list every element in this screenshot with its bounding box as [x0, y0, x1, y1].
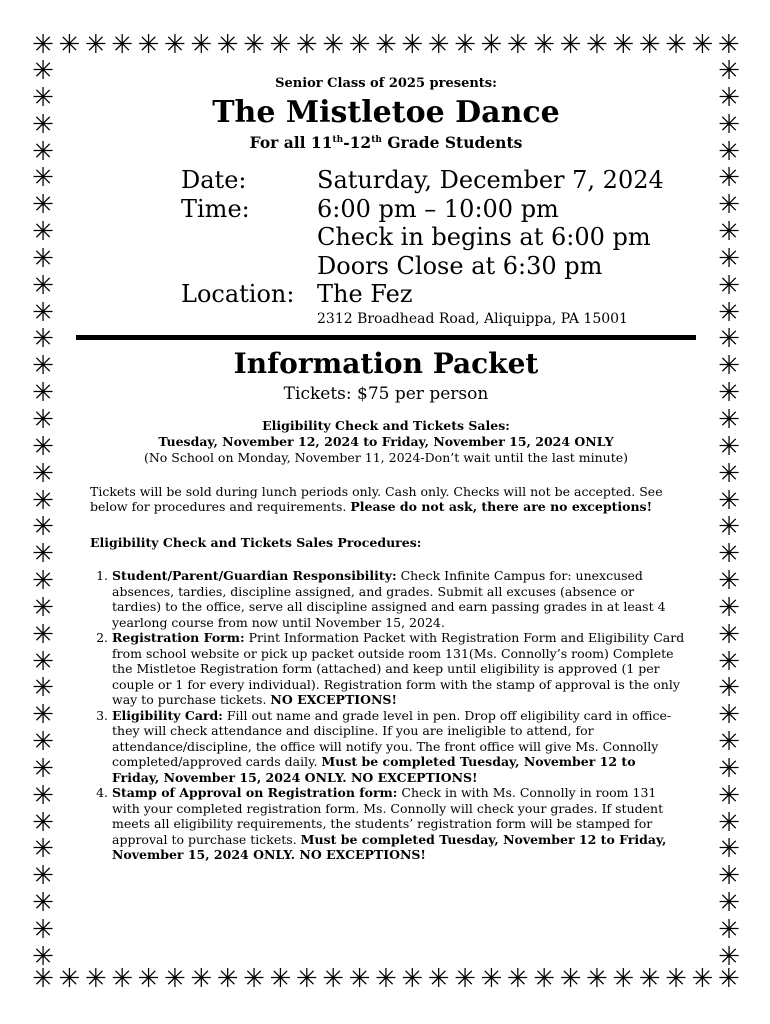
border-star-icon: ✳ — [32, 941, 54, 972]
procedures-heading: Eligibility Check and Tickets Sales Procedures: — [90, 534, 422, 550]
border-star-icon: ✳ — [718, 485, 740, 516]
border-star-icon: ✳ — [32, 270, 54, 301]
border-star-icon: ✳ — [665, 30, 687, 60]
border-star-icon: ✳ — [718, 566, 740, 597]
border-star-icon: ✳ — [585, 964, 608, 994]
border-star-icon: ✳ — [427, 964, 450, 994]
border-star-icon: ✳ — [32, 82, 54, 113]
border-star-icon: ✳ — [718, 646, 740, 677]
border-star-icon: ✳ — [506, 30, 529, 60]
border-star-icon: ✳ — [32, 834, 54, 865]
location-row — [181, 280, 696, 309]
border-star-icon: ✳ — [718, 673, 740, 704]
border-star-icon: ✳ — [32, 109, 54, 140]
border-star-icon: ✳ — [638, 964, 661, 994]
border-star-icon: ✳ — [612, 30, 635, 60]
eligibility-dates: Tuesday, November 12, 2024 to Friday, November 15, 2024 ONLY — [158, 433, 614, 449]
border-star-icon: ✳ — [32, 378, 54, 409]
procedure-step: 3. Eligibility Card: Fill out name and grade level in pen. Drop off eligibility card in office-they will check attendance and discipline. If you are ineligible to attend, for attendance/discipline, the office will notify you. The front office will give Ms. Connolly completed/approved cards daily. Must be completed Tuesday, November 12 to Friday, November 15, 2024 ONLY. NO EXCEPTIONS! — [112, 708, 686, 786]
packet-title: Information Packet — [233, 346, 539, 380]
ticket-price: Tickets: $75 per person — [283, 383, 489, 404]
border-star-icon: ✳ — [163, 30, 186, 60]
border-star-icon: ✳ — [32, 592, 54, 623]
no-school-note: (No School on Monday, November 11, 2024-Don’t wait until the last minute) — [143, 449, 629, 465]
border-star-icon: ✳ — [718, 834, 740, 865]
border-star-icon: ✳ — [190, 30, 213, 60]
border-star-icon: ✳ — [718, 109, 740, 140]
border-star-icon: ✳ — [32, 566, 54, 597]
border-star-icon: ✳ — [718, 324, 740, 355]
border-star-icon: ✳ — [32, 297, 54, 328]
border-star-icon: ✳ — [454, 964, 476, 994]
doors-row — [181, 252, 696, 281]
border-star-icon: ✳ — [718, 941, 740, 972]
border-star-icon: ✳ — [32, 646, 54, 677]
border-star-icon: ✳ — [32, 915, 54, 945]
border-star-icon: ✳ — [295, 30, 318, 60]
presents-line: Senior Class of 2025 presents: — [275, 76, 497, 91]
border-star-icon: ✳ — [533, 964, 556, 994]
border-star-icon: ✳ — [718, 780, 740, 811]
border-star-icon: ✳ — [718, 378, 740, 409]
border-star-icon: ✳ — [718, 243, 740, 274]
border-star-icon: ✳ — [718, 807, 740, 838]
date-label: Date: — [181, 166, 247, 194]
border-star-icon: ✳ — [32, 727, 54, 758]
flyer-content — [76, 72, 696, 863]
time-label: Time: — [181, 194, 250, 223]
border-star-icon: ✳ — [480, 30, 503, 60]
procedures-list-wrap — [90, 568, 686, 863]
border-star-icon: ✳ — [665, 964, 687, 994]
border-star-icon: ✳ — [612, 964, 635, 994]
border-star-icon: ✳ — [322, 964, 345, 994]
border-star-icon: ✳ — [32, 324, 54, 355]
border-star-icon: ✳ — [427, 30, 450, 60]
border-star-icon: ✳ — [717, 964, 740, 994]
border-star-icon: ✳ — [718, 297, 740, 328]
procedure-step: 4. Stamp of Approval on Registration form: Check in with Ms. Connolly in room 131 with your completed registration form. Ms. Connolly will check your grades. If student meets all eligibility requirements, the students’ registration form will be stamped for approval to purchase tickets. Must be completed Tuesday, November 12 to Friday, November 15, 2024 ONLY. NO EXCEPTIONS! — [112, 785, 686, 863]
border-star-icon: ✳ — [718, 190, 740, 221]
border-star-icon: ✳ — [348, 30, 371, 60]
border-star-icon: ✳ — [374, 964, 397, 994]
border-star-icon: ✳ — [322, 30, 345, 60]
border-star-icon: ✳ — [32, 458, 54, 489]
border-star-icon: ✳ — [243, 30, 265, 60]
border-star-icon: ✳ — [137, 964, 160, 994]
border-star-icon: ✳ — [32, 136, 54, 167]
border-star-icon: ✳ — [32, 431, 54, 462]
border-star-icon: ✳ — [691, 964, 714, 994]
border-star-icon: ✳ — [32, 56, 54, 86]
border-star-icon: ✳ — [718, 136, 740, 167]
border-star-icon: ✳ — [216, 964, 239, 994]
border-star-icon: ✳ — [718, 404, 740, 435]
border-star-icon: ✳ — [717, 30, 740, 60]
border-star-icon: ✳ — [718, 431, 740, 462]
border-star-icon: ✳ — [243, 964, 265, 994]
date-value: Saturday, December 7, 2024 — [317, 166, 664, 194]
border-star-icon: ✳ — [718, 753, 740, 784]
border-star-icon: ✳ — [718, 700, 740, 731]
border-star-icon: ✳ — [718, 351, 740, 382]
border-star-icon: ✳ — [32, 780, 54, 811]
grade-subtitle: For all 11th-12th Grade Students — [249, 133, 523, 152]
border-star-icon: ✳ — [718, 727, 740, 758]
border-star-icon: ✳ — [58, 30, 81, 60]
border-star-icon: ✳ — [32, 888, 54, 919]
border-star-icon: ✳ — [163, 964, 186, 994]
divider-rule — [76, 335, 696, 340]
checkin-text: Check in begins at 6:00 pm — [317, 223, 651, 251]
border-star-icon: ✳ — [58, 964, 81, 994]
date-row — [181, 166, 696, 195]
border-star-icon: ✳ — [32, 700, 54, 731]
border-star-icon: ✳ — [718, 861, 740, 892]
border-star-icon: ✳ — [506, 964, 529, 994]
border-star-icon: ✳ — [269, 30, 292, 60]
border-star-icon: ✳ — [718, 619, 740, 650]
border-star-icon: ✳ — [718, 270, 740, 301]
border-star-icon: ✳ — [32, 807, 54, 838]
border-star-icon: ✳ — [269, 964, 292, 994]
border-star-icon: ✳ — [718, 512, 740, 543]
address-text: 2312 Broadhead Road, Aliquippa, PA 15001 — [317, 310, 628, 327]
border-star-icon: ✳ — [111, 964, 134, 994]
event-details — [181, 166, 696, 329]
address-row — [181, 309, 696, 329]
eligibility-heading: Eligibility Check and Tickets Sales: — [262, 417, 510, 433]
border-star-icon: ✳ — [32, 964, 54, 994]
border-star-icon: ✳ — [32, 512, 54, 543]
border-star-icon: ✳ — [84, 964, 107, 994]
border-star-icon: ✳ — [718, 592, 740, 623]
procedure-step: 2. Registration Form: Print Information Packet with Registration Form and Eligibility Card from school website or pick up packet outside room 131(Ms. Connolly’s room) Complete the Mistletoe Registration form (attached) and keep until eligibility is approved (1 per couple or 1 for every individual). Registration form with the stamp of approval is the only way to purchase tickets. NO EXCEPTIONS! — [112, 630, 686, 708]
intro-paragraph: Tickets will be sold during lunch periods only. Cash only. Checks will not be accepted. See below for procedures and requirements. Please do not ask, there are no exceptions! — [90, 483, 663, 514]
border-star-icon: ✳ — [691, 30, 714, 60]
border-star-icon: ✳ — [32, 351, 54, 382]
checkin-row — [181, 223, 696, 252]
border-left — [30, 58, 56, 970]
border-star-icon: ✳ — [480, 964, 503, 994]
border-star-icon: ✳ — [374, 30, 397, 60]
location-label: Location: — [181, 280, 295, 308]
location-value: The Fez — [317, 280, 413, 308]
border-star-icon: ✳ — [32, 861, 54, 892]
border-star-icon: ✳ — [585, 30, 608, 60]
border-star-icon: ✳ — [295, 964, 318, 994]
border-star-icon: ✳ — [32, 217, 54, 248]
border-star-icon: ✳ — [718, 539, 740, 570]
border-star-icon: ✳ — [137, 30, 160, 60]
border-star-icon: ✳ — [32, 243, 54, 274]
border-star-icon: ✳ — [454, 30, 476, 60]
procedures-list — [90, 568, 686, 863]
border-right — [716, 58, 742, 970]
doors-text: Doors Close at 6:30 pm — [317, 251, 603, 280]
border-star-icon: ✳ — [32, 163, 54, 194]
border-star-icon: ✳ — [718, 458, 740, 489]
border-star-icon: ✳ — [559, 30, 582, 60]
border-star-icon: ✳ — [111, 30, 134, 60]
border-star-icon: ✳ — [718, 163, 740, 194]
border-star-icon: ✳ — [718, 888, 740, 919]
border-star-icon: ✳ — [533, 30, 556, 60]
border-star-icon: ✳ — [718, 915, 740, 945]
border-star-icon: ✳ — [401, 30, 424, 60]
border-star-icon: ✳ — [32, 190, 54, 221]
border-star-icon: ✳ — [32, 539, 54, 570]
border-top — [30, 32, 742, 58]
border-star-icon: ✳ — [32, 404, 54, 435]
border-star-icon: ✳ — [32, 673, 54, 704]
border-star-icon: ✳ — [718, 217, 740, 248]
border-star-icon: ✳ — [190, 964, 213, 994]
border-star-icon: ✳ — [348, 964, 371, 994]
border-star-icon: ✳ — [718, 82, 740, 113]
border-star-icon: ✳ — [216, 30, 239, 60]
dance-title: The Mistletoe Dance — [212, 95, 560, 130]
border-star-icon: ✳ — [32, 753, 54, 784]
border-star-icon: ✳ — [401, 964, 424, 994]
border-star-icon: ✳ — [32, 30, 54, 60]
procedure-step: 1. Student/Parent/Guardian Responsibility: Check Infinite Campus for: unexcused absences, tardies, discipline assigned, and grades. Submit all excuses (absence or tardies) to the office, serve all discipline assigned and earn passing grades in at least 4 yearlong course from now until November 15, 2024. — [112, 568, 686, 630]
time-row — [181, 195, 696, 224]
border-star-icon: ✳ — [638, 30, 661, 60]
border-star-icon: ✳ — [32, 619, 54, 650]
border-bottom — [30, 966, 742, 992]
border-star-icon: ✳ — [32, 485, 54, 516]
border-star-icon: ✳ — [718, 56, 740, 86]
time-value: 6:00 pm – 10:00 pm — [317, 194, 559, 223]
border-star-icon: ✳ — [559, 964, 582, 994]
border-star-icon: ✳ — [84, 30, 107, 60]
